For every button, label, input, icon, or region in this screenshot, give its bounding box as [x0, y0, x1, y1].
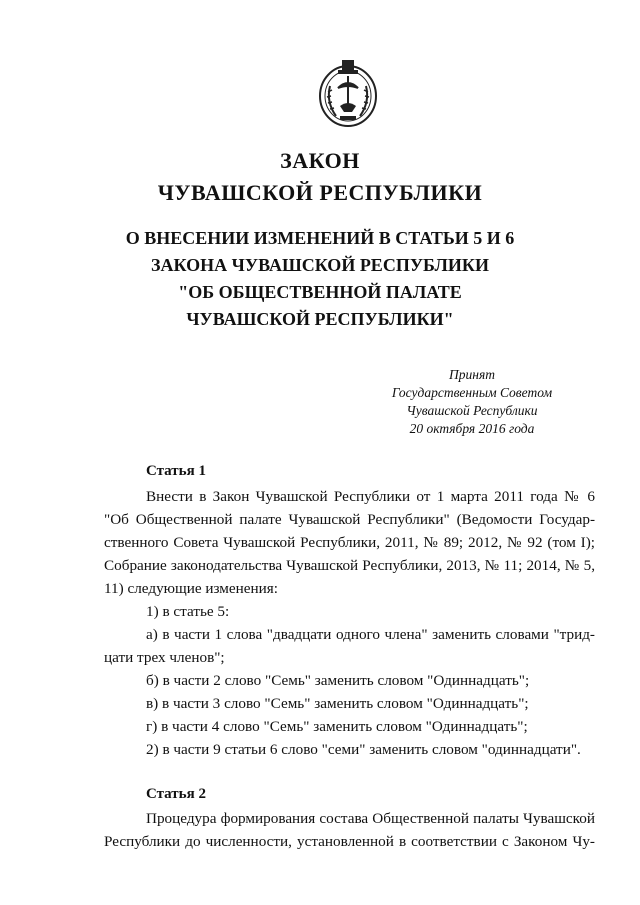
article-1-line: г) в части 4 слово "Семь" заменить словом "Одиннадцать"; — [146, 718, 528, 735]
article-1-heading: Статья 1 — [146, 463, 206, 479]
subtitle-line: ЗАКОНА ЧУВАШСКОЙ РЕСПУБЛИКИ — [151, 255, 489, 275]
article-1-line: Собрание законодательства Чувашской Республики, 2013, № 11; 2014, № 5, — [104, 557, 595, 574]
article-1-line: Внести в Закон Чувашской Республики от 1 марта 2011 года № 6 — [146, 488, 595, 505]
subtitle-line: ЧУВАШСКОЙ РЕСПУБЛИКИ" — [186, 309, 454, 329]
article-1-line: а) в части 1 слова "двадцати одного члена" заменить словами "трид- — [146, 626, 595, 643]
article-1-line: б) в части 2 слово "Семь" заменить словом "Одиннадцать"; — [146, 672, 530, 689]
republic-title: ЧУВАШСКОЙ РЕСПУБЛИКИ — [157, 180, 483, 205]
subtitle-line: О ВНЕСЕНИИ ИЗМЕНЕНИЙ В СТАТЬИ 5 И 6 — [125, 228, 515, 248]
adopted-line: Государственным Советом — [391, 385, 553, 400]
article-2-line: Республики до численности, установленной в соответствии с Законом Чу- — [104, 833, 595, 850]
article-1-line: ственного Совета Чувашской Республики, 2011, № 89; 2012, № 92 (том I); — [104, 534, 595, 551]
chuvash-emblem — [316, 56, 380, 128]
article-1-line: в) в части 3 слово "Семь" заменить словом "Одиннадцать"; — [146, 695, 529, 712]
adopted-line: Принят — [449, 367, 495, 382]
article-1-line: 11) следующие изменения: — [104, 580, 278, 597]
article-2-heading: Статья 2 — [146, 786, 206, 802]
article-1-line: цати трех членов"; — [104, 649, 225, 666]
adopted-date: 20 октября 2016 года — [409, 421, 535, 436]
article-1-line: 1) в статье 5: — [146, 603, 230, 620]
article-2-line: Процедура формирования состава Общественной палаты Чувашской — [146, 810, 595, 827]
article-1-line: 2) в части 9 статьи 6 слово "семи" заменить словом "одиннадцати". — [146, 741, 581, 758]
article-1-line: "Об Общественной палате Чувашской Республики" (Ведомости Государ- — [104, 511, 595, 528]
law-title: ЗАКОН — [280, 148, 360, 173]
adopted-line: Чувашской Республики — [406, 403, 538, 418]
subtitle-line: "ОБ ОБЩЕСТВЕННОЙ ПАЛАТЕ — [178, 282, 462, 302]
